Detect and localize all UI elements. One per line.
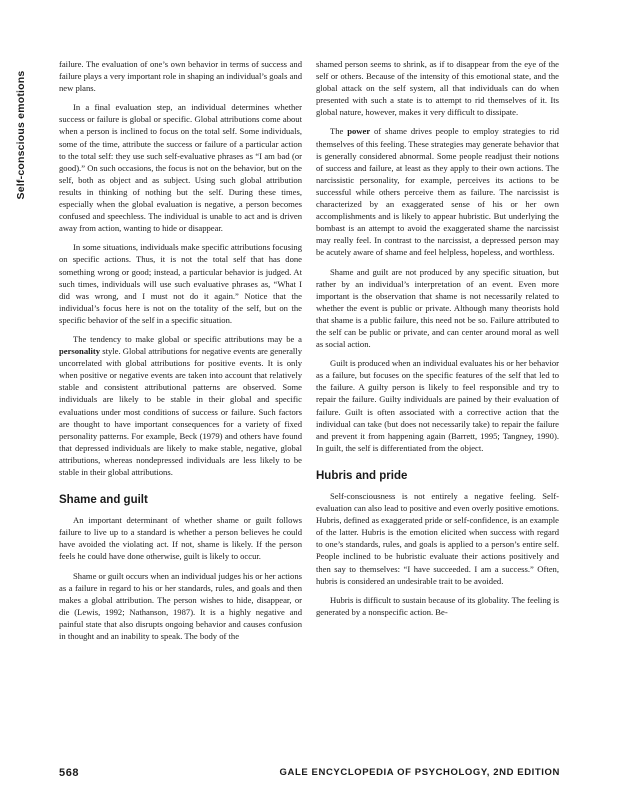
text-run: of shame drives people to employ strategies to rid themselves of this feeling. These strategies may generate behavior that is generally considered abnormal. Some people readjust their notions of success and failure, at least as they apply to their own actions. The narcissistic personality, for example, perceives its actions to be successful while others perceive them as failure. The narcissist is characterized by an exaggerated sense of his or her own accomplishments and is likely to appear hubristic. But underlying the bombast is an attempt to avoid the exaggerated shame the narcissist may really feel. In contrast to the narcissist, a depressed person may be acutely aware of shame and feel helpless, hopeless, and worthless.: [316, 126, 559, 258]
page-number: 568: [59, 767, 80, 779]
paragraph: An important determinant of whether shame or guilt follows failure to live up to a standard is whether a person believes he could have avoided the violating act. If not, shame is likely. If the person feels he could have done otherwise, guilt is likely to occur.: [59, 515, 302, 562]
paragraph: Guilt is produced when an individual evaluates his or her behavior as a failure, but focuses on the specific features of the self that led to the failure. A guilty person is likely to feel responsible and try to repair the failure. Guilty individuals are pained by their evaluation of failure. Guilt is often associated with a corrective action that the individual can take (but does not necessarily take) to repair the failure and prevent it from happening again (Barrett, 1995; Tangney, 1990). In guilt, the self is differentiated from the object.: [316, 358, 559, 453]
running-head: [6, 60, 36, 210]
left-column: [59, 58, 302, 649]
paragraph: Shame and guilt are not produced by any specific situation, but rather by an individual’s interpretation of an event. Even more important is the observation that shame is not necessarily related to whether the event is public or private. Although many theorists hold that shame is a public failure, this need not be so. Failure attributed to the self can be public or private, and can center around moral as well as social action.: [316, 266, 559, 350]
paragraph: Hubris is difficult to sustain because of its globality. The feeling is generated by a nonspecific action. Be-: [316, 594, 559, 617]
key-term[interactable]: personality: [59, 346, 101, 357]
paragraph: Shame or guilt occurs when an individual judges his or her actions as a failure in regard to his or her standards, rules, and goals and then makes a global attribution. The person wishes to hide, disappear, or die (Lewis, 1992; Nathanson, 1987). It is a highly negative and painful state that also disrupts ongoing behavior and causes confusion in thought and an inability to speak. The body of the: [59, 570, 302, 642]
paragraph: In a final evaluation step, an individual determines whether success or failure is global or specific. Global attributions come about when a person is inclined to focus on the total self. Some individuals, some of the time, attribute the success or failure of a particular action to the total self: they use such self-evaluative phrases as “I am bad (or good).” On such occasions, the focus is not on the behavior, but on the self, both as object and as subject. Using such global attribution results in thinking of nothing but the self. During these times, especially when the global evaluation is negative, a person becomes confused and speechless. The individual is unable to act and is driven away from action, wanting to hide or disappear.: [59, 102, 302, 234]
paragraph: Self-consciousness is not entirely a negative feeling. Self-evaluation can also lead to positive and even overly positive emotions. Hubris, defined as exaggerated pride or self-confidence, is an example of the latter. Hubris is the emotion elicited when success with regard to one’s standards, rules, and goals is applied to a person’s entire self. People inclined to be hubristic evaluate their actions positively and then say to themselves: “I have succeeded. I am a success.” Often, hubris is considered an undesirable trait to be avoided.: [316, 491, 559, 586]
paragraph: [316, 125, 559, 258]
key-term[interactable]: power: [347, 126, 371, 137]
section-heading-hubris-and-pride: Hubris and pride: [316, 469, 408, 482]
paragraph: In some situations, individuals make specific attributions focusing on specific actions. Thus, it is not the total self that has done something wrong or good; instead, a particular behavior is judged. At such times, individuals will use such evaluative phrases as, “What I did was wrong, and I must not do it again.” Notice that the individual’s focus here is not on the totality of the self, but on the specific behavior of the self in a specific situation.: [59, 242, 302, 325]
text-run: The tendency to make global or specific attributions may be a: [73, 333, 302, 344]
publication-title: GALE ENCYCLOPEDIA OF PSYCHOLOGY, 2ND EDITION: [279, 767, 560, 778]
right-column: [316, 58, 559, 625]
running-head-text: Self-conscious emotions: [15, 70, 27, 200]
paragraph: [59, 333, 302, 478]
paragraph: shamed person seems to shrink, as if to disappear from the eye of the self or others. Because of the intensity of this emotional state, and the global attack on the self system, all that individuals can do when presented with such a state is to attempt to rid themselves of it. Its global nature, however, makes it very difficult to dissipate.: [316, 59, 559, 118]
paragraph: failure. The evaluation of one’s own behavior in terms of success and failure plays a very important role in shaping an individual’s goals and new plans.: [59, 59, 302, 94]
text-run: The: [330, 126, 348, 137]
section-heading-shame-and-guilt: Shame and guilt: [59, 494, 148, 507]
text-run: style. Global attributions for negative events are generally uncorrelated with global attributions for positive events. It is only when positive or negative events are taken into account that relatively stable and consistent attributional patterns are observed. Some individuals are likely to be stable in their global and specific evaluations under most conditions of success or failure. Such factors are thought to have important consequences for a variety of fixed personality patterns. For example, Beck (1979) and others have found that depressed individuals are likely to make stable, negative, global attributions, whereas nondepressed individuals are less likely to be stable in their global attributions.: [59, 346, 302, 477]
